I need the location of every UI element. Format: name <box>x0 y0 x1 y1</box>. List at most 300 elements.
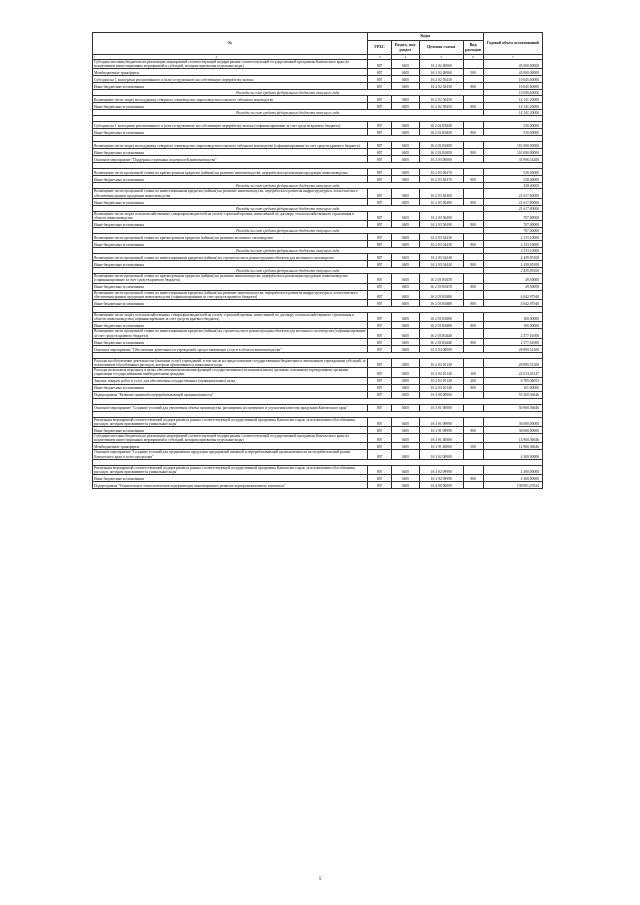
row-expense-type: 800 <box>463 283 483 290</box>
row-grbs: 807 <box>368 338 392 345</box>
row-section: 0405 <box>392 475 420 482</box>
row-grbs: 807 <box>368 198 392 205</box>
note-amount: 2 439,95100 <box>483 268 542 274</box>
col-header-expense-type: Вид расходов <box>463 41 483 55</box>
row-section: 0405 <box>392 241 420 248</box>
row-expense-type: 800 <box>463 338 483 345</box>
table-row <box>93 189 543 198</box>
row-expense-type <box>463 169 483 176</box>
row-target: 16 2 03 50470 <box>419 169 463 176</box>
col-number: 1 2 <box>93 55 368 60</box>
col-header-section: Раздел, под-раздел <box>392 41 420 55</box>
row-section: 0405 <box>392 345 420 352</box>
row-grbs: 807 <box>368 391 392 398</box>
row-grbs: 807 <box>368 189 392 198</box>
table-row <box>93 475 543 482</box>
col-header-sum: Годовой объем ассигнований <box>483 33 542 55</box>
row-target: 16 2 03 54440 <box>419 261 463 268</box>
row-grbs: 807 <box>368 176 392 183</box>
row-name: Субсидии местным бюджетам на реализацию мероприятий соответствующей подпрограммы соответствующей государственной программы Камчатского края (за исключением инвестиционных мероприятий и субсидий, которым присвоены отдельные коды) <box>93 60 368 69</box>
table-row <box>93 83 543 90</box>
row-name: Реализация мероприятий соответствующей подпрограммы в рамках соответствующей государственной программы Камчатского края, за исключением обособленных расходов, которым присваиваются уникальные коды <box>93 417 368 426</box>
row-section: 0405 <box>392 404 420 411</box>
page-number: 5 <box>318 877 322 882</box>
row-grbs: 807 <box>368 122 392 129</box>
row-name: Реализация мероприятий соответствующей подпрограммы в рамках соответствующей государственной программы Камчатского края, за исключением обособленных расходов, которым присваиваются уникальные коды <box>93 465 368 474</box>
row-amount: 4 300,00000 <box>483 465 542 474</box>
row-grbs: 807 <box>368 465 392 474</box>
col-header-codes: Коды <box>368 33 484 41</box>
table-row <box>93 443 543 450</box>
row-expense-type: 800 <box>463 322 483 329</box>
row-section: 0405 <box>392 176 420 183</box>
row-target: 16 2 03 50480 <box>419 198 463 205</box>
row-expense-type: 800 <box>463 475 483 482</box>
row-amount: 2 377,61000 <box>483 329 542 338</box>
col-number: 3 <box>368 55 392 60</box>
table-row <box>93 283 543 290</box>
row-name: Возмещение части процентной ставки по краткосрочным кредитам (займам) на развитие животноводства, переработки и реализации продукции животноводства <box>93 169 368 176</box>
row-amount: 36 000,00000 <box>483 417 542 426</box>
table-row <box>93 450 543 459</box>
note-text: Расходы за счет средств федерального бюджета текущего года <box>93 90 484 96</box>
row-grbs: 807 <box>368 254 392 261</box>
row-amount: 138 091,25534 <box>483 482 542 489</box>
row-expense-type <box>463 434 483 443</box>
row-name: Межбюджетные трансферты <box>93 443 368 450</box>
row-grbs: 807 <box>368 345 392 352</box>
row-grbs: 807 <box>368 475 392 482</box>
row-grbs: 807 <box>368 417 392 426</box>
row-name: Закупка товаров, работ и услуг для обеспечения государственных (муниципальных) нужд <box>93 377 368 384</box>
row-amount: 14 141,20000 <box>483 103 542 110</box>
row-target: 16 4 00 00000 <box>419 482 463 489</box>
row-target: 16 3 00 00000 <box>419 391 463 398</box>
row-name: Иные бюджетные ассигнования <box>93 221 368 228</box>
row-target: 16 3 01 09990 <box>419 427 463 434</box>
row-expense-type <box>463 76 483 83</box>
row-name: Возмещение части затрат сельскохозяйственных товаропроизводителей на уплату страховой премии, начисленной по договору сельскохозяйственного страхования в области животноводства (софинансирование за счет средств краевого бюджета) <box>93 313 368 322</box>
row-expense-type: 500 <box>463 443 483 450</box>
table-row <box>93 241 543 248</box>
table-row <box>93 142 543 149</box>
row-amount: 45 000,00000 <box>483 69 542 76</box>
note-text: Расходы за счет средств федерального бюджета текущего года <box>93 268 484 274</box>
row-name: Субсидии местным бюджетам на реализацию мероприятий соответствующей подпрограммы соответствующей государственной программы Камчатского края (за исключением инвестиционных мероприятий и субсидий, которым присвоены отдельные коды) <box>93 434 368 443</box>
note-amount: 2 133,10000 <box>483 248 542 254</box>
row-target: 16 2 04 10140 <box>419 358 463 367</box>
table-row <box>93 254 543 261</box>
row-expense-type: 800 <box>463 83 483 90</box>
row-section: 0405 <box>392 103 420 110</box>
row-amount: 530,00000 <box>483 129 542 136</box>
row-name: Иные бюджетные ассигнования <box>93 300 368 307</box>
table-row <box>93 60 543 69</box>
row-expense-type: 800 <box>463 176 483 183</box>
row-grbs: 807 <box>368 427 392 434</box>
row-amount: 45 000,00000 <box>483 60 542 69</box>
row-name: Возмещение части процентной ставки по инвестиционным кредитам (займам) на строительство и реконструкцию объектов для молочного скотоводства (софинансирование за счет средств краевого бюджета) <box>94 329 366 338</box>
row-amount: 36 000,00000 <box>483 427 542 434</box>
row-section: 0405 <box>392 221 420 228</box>
row-amount: 33 996,54200 <box>483 156 542 163</box>
row-target: 16 2 03 R0480 <box>419 300 463 307</box>
row-grbs: 807 <box>368 76 392 83</box>
row-grbs: 807 <box>368 103 392 110</box>
table-row <box>93 176 543 183</box>
row-amount: 6 785,06053 <box>483 377 542 384</box>
table-row <box>93 313 543 322</box>
row-expense-type: 800 <box>463 384 483 391</box>
row-section: 0405 <box>392 169 420 176</box>
row-section: 0405 <box>392 290 420 299</box>
row-target: 16 2 03 50480 <box>419 189 463 198</box>
row-target: 16 2 02 R0450 <box>419 142 463 149</box>
row-name: Возмещение части процентной ставки по краткосрочным кредитам (займам) на развитие животноводства, переработки и реализации продукции животноводства (софинансирование за счет средств краевого бюджета) <box>93 274 368 283</box>
row-name: Иные бюджетные ассигнования <box>93 83 368 90</box>
row-section: 0405 <box>392 234 420 241</box>
row-amount: 4 300,00000 <box>483 475 542 482</box>
row-target: 16 2 02 50450 <box>419 96 463 103</box>
col-header-target: Целевая статья <box>419 41 463 55</box>
note-amount: 528,40000 <box>483 183 542 189</box>
row-grbs: 807 <box>368 129 392 136</box>
row-target: 16 2 03 54440 <box>419 254 463 261</box>
row-name: Иные бюджетные ассигнования <box>93 129 368 136</box>
table-row <box>93 261 543 268</box>
row-grbs: 807 <box>368 300 392 307</box>
row-expense-type: 800 <box>463 198 483 205</box>
table-row <box>93 377 543 384</box>
row-grbs: 807 <box>368 221 392 228</box>
table-row <box>93 329 543 338</box>
row-grbs: 807 <box>368 290 392 299</box>
note-text: Расходы за счет средств федерального бюджета текущего года <box>93 248 484 254</box>
table-row <box>93 96 543 103</box>
row-section: 0405 <box>392 368 420 377</box>
row-expense-type <box>463 358 483 367</box>
row-grbs: 807 <box>368 368 392 377</box>
row-expense-type: 200 <box>463 377 483 384</box>
row-section: 0405 <box>392 465 420 474</box>
table-row <box>93 384 543 391</box>
row-expense-type <box>463 417 483 426</box>
row-expense-type: 800 <box>463 427 483 434</box>
table-row <box>93 391 543 398</box>
col-number: 7 <box>483 55 542 60</box>
row-expense-type <box>463 345 483 352</box>
row-target: 16 2 04 10140 <box>419 377 463 384</box>
row-section: 0405 <box>392 384 420 391</box>
row-amount: 28 899,51200 <box>483 345 542 352</box>
row-grbs: 807 <box>368 274 392 283</box>
row-expense-type <box>463 290 483 299</box>
row-grbs: 807 <box>368 313 392 322</box>
row-section: 0405 <box>392 300 420 307</box>
row-expense-type <box>463 156 483 163</box>
row-grbs: 807 <box>368 96 392 103</box>
row-expense-type <box>463 329 483 338</box>
row-name: Субсидии на 1 килограмм реализованного и (или) отгруженного на собственную переработку молока <box>93 76 368 83</box>
row-target: 16 2 02 40060 <box>419 69 463 76</box>
row-grbs: 807 <box>368 83 392 90</box>
row-name: Иные бюджетные ассигнования <box>93 283 368 290</box>
row-section: 0405 <box>392 482 420 489</box>
row-section: 0405 <box>392 450 420 459</box>
row-name: Возмещение части процентной ставки по инвестиционным кредитам (займам) на развитие животноводства, переработки и развития инфраструктуры и логистического обеспечения рынков продукции животноводства <box>93 189 368 198</box>
row-amount: 707,00000 <box>483 211 542 220</box>
row-amount: 100,00000 <box>483 313 542 322</box>
row-section: 0405 <box>392 329 420 338</box>
row-name: Возмещение части затрат сельскохозяйственных товаропроизводителей на уплату страховой премии, начисленной по договору сельскохозяйственного страхования в области животноводства <box>93 211 368 220</box>
row-section: 0405 <box>392 60 420 69</box>
row-amount: 2 377,61000 <box>483 338 542 345</box>
row-section: 0405 <box>392 261 420 268</box>
row-target: 16 2 02 50450 <box>419 103 463 110</box>
row-amount: 21 617,80000 <box>483 198 542 205</box>
row-section: 0405 <box>392 211 420 220</box>
row-grbs: 807 <box>368 482 392 489</box>
row-amount: 28 899,51200 <box>483 358 542 367</box>
row-expense-type <box>463 142 483 149</box>
row-expense-type <box>463 254 483 261</box>
row-target: 16 2 02 R0430 <box>419 122 463 129</box>
row-name: Подпрограмма "Техническая и технологическая модернизация, инновационное развитие агропромышленного комплекса" <box>93 482 368 489</box>
row-target: 16 2 04 10140 <box>419 384 463 391</box>
row-name: Возмещение части процентной ставки по инвестиционным кредитам (займам) на развитие животноводства, переработки и развития инфраструктуры и логистического обеспечения рынков продукции животноводства (софинансирование за счет средств краевого бюджета) <box>93 290 368 299</box>
note-amount: 10 045,60000 <box>483 90 542 96</box>
table-row <box>93 465 543 474</box>
col-number: 5 <box>419 55 463 60</box>
row-expense-type <box>463 189 483 198</box>
row-target: 16 2 02 R0430 <box>419 129 463 136</box>
row-amount: 10 045,60000 <box>483 83 542 90</box>
col-header-no: № <box>93 33 368 55</box>
row-amount: 10 045,60000 <box>483 76 542 83</box>
table-row <box>93 290 543 299</box>
row-target: 16 2 03 54430 <box>419 241 463 248</box>
row-target: 16 2 03 50490 <box>419 221 463 228</box>
row-target: 16 2 03 R0490 <box>419 322 463 329</box>
table-row <box>93 345 543 352</box>
row-target: 16 3 01 09990 <box>419 417 463 426</box>
row-grbs: 807 <box>368 358 392 367</box>
table-row <box>93 221 543 228</box>
row-amount: 22 013,45147 <box>483 368 542 377</box>
row-section: 0405 <box>392 96 420 103</box>
row-name: Возмещение части процентной ставки по краткосрочным кредитам (займам) на развитие молочного скотоводства <box>93 234 368 241</box>
row-target: 16 2 03 50470 <box>419 176 463 183</box>
row-section: 0405 <box>392 443 420 450</box>
row-target: 16 2 03 R0480 <box>419 290 463 299</box>
row-section: 0405 <box>392 198 420 205</box>
row-expense-type: 800 <box>463 129 483 136</box>
table-row <box>93 300 543 307</box>
table-row <box>93 417 543 426</box>
row-amount: 21 617,80000 <box>483 189 542 198</box>
row-target: 16 2 02 40060 <box>419 60 463 69</box>
row-grbs: 807 <box>368 322 392 329</box>
row-amount: 4 042,97940 <box>483 300 542 307</box>
row-name: Иные бюджетные ассигнования <box>93 322 368 329</box>
row-name: Расходы на выплаты персоналу в целях обеспечения выполнения функций государственными (муниципальными) органами, казенными учреждениями, органами управления государственными внебюджетными фондами <box>93 368 368 377</box>
table-row <box>93 322 543 329</box>
row-grbs: 807 <box>368 283 392 290</box>
row-target: 16 3 02 00000 <box>419 450 463 459</box>
row-grbs: 807 <box>368 434 392 443</box>
row-name: Возмещение части процентной ставки по инвестиционным кредитам (займам) на строительство и реконструкцию объектов для молочного скотоводства <box>93 254 368 261</box>
row-grbs: 807 <box>368 169 392 176</box>
row-section: 0405 <box>392 377 420 384</box>
row-section: 0405 <box>392 338 420 345</box>
row-amount: 14 141,20000 <box>483 96 542 103</box>
table-row <box>93 149 543 156</box>
row-target: 16 2 03 R0490 <box>419 313 463 322</box>
row-grbs: 807 <box>368 69 392 76</box>
note-amount: 707,00000 <box>483 228 542 234</box>
row-expense-type <box>463 465 483 474</box>
row-amount: 4 300,00000 <box>483 450 542 459</box>
row-amount: 100,00000 <box>483 322 542 329</box>
row-target: 16 3 01 40060 <box>419 434 463 443</box>
row-amount: 2 133,10000 <box>483 241 542 248</box>
row-section: 0405 <box>392 149 420 156</box>
row-section: 0405 <box>392 313 420 322</box>
table-row <box>93 169 543 176</box>
row-expense-type <box>463 391 483 398</box>
table-row <box>93 76 543 83</box>
row-grbs: 807 <box>368 450 392 459</box>
row-target: 16 2 03 00000 <box>419 156 463 163</box>
table-row <box>93 338 543 345</box>
row-grbs: 807 <box>368 211 392 220</box>
note-text: Расходы за счет средств федерального бюджета текущего года <box>93 205 484 211</box>
row-name: Подпрограмма "Развитие пищевой и перерабатывающей промышленности" <box>93 391 368 398</box>
row-section: 0405 <box>392 358 420 367</box>
row-target: 16 3 02 09990 <box>419 465 463 474</box>
row-expense-type <box>463 60 483 69</box>
row-name: Иные бюджетные ассигнования <box>93 198 368 205</box>
row-section: 0405 <box>392 274 420 283</box>
row-grbs: 807 <box>368 384 392 391</box>
col-number: 4 <box>392 55 420 60</box>
row-grbs: 807 <box>368 261 392 268</box>
row-expense-type: 800 <box>463 241 483 248</box>
table-row <box>93 434 543 443</box>
row-section: 0405 <box>392 189 420 198</box>
row-name: Основное мероприятие "Обеспечение деятельности учреждений, предоставляющих услуги в области животноводства" <box>93 345 368 352</box>
row-expense-type <box>463 96 483 103</box>
table-row <box>93 404 543 411</box>
row-section: 0405 <box>392 83 420 90</box>
row-grbs: 807 <box>368 142 392 149</box>
row-amount: 530,00000 <box>483 122 542 129</box>
row-grbs: 807 <box>368 149 392 156</box>
row-grbs: 807 <box>368 60 392 69</box>
table-row <box>93 129 543 136</box>
row-amount: 49,50000 <box>483 274 542 283</box>
row-section: 0405 <box>392 322 420 329</box>
row-section: 0405 <box>392 391 420 398</box>
row-name: Иные бюджетные ассигнования <box>93 103 368 110</box>
row-amount: 528,40000 <box>483 169 542 176</box>
table-row <box>93 198 543 205</box>
row-expense-type <box>463 482 483 489</box>
row-name: Основное мероприятие "Поддержка отдельных подотраслей животноводства" <box>93 156 368 163</box>
row-amount: 50 960,36646 <box>483 404 542 411</box>
row-section: 0405 <box>392 129 420 136</box>
row-expense-type: 800 <box>463 300 483 307</box>
row-expense-type: 800 <box>463 261 483 268</box>
table-row <box>93 482 543 489</box>
col-number: 6 <box>463 55 483 60</box>
row-expense-type <box>463 234 483 241</box>
row-name: Иные бюджетные ассигнования <box>93 241 368 248</box>
row-expense-type: 100 <box>463 368 483 377</box>
row-target: 16 2 04 10140 <box>419 368 463 377</box>
row-amount: 2 439,95100 <box>483 254 542 261</box>
row-target: 16 2 04 00000 <box>419 345 463 352</box>
table-row <box>93 156 543 163</box>
row-name: Иные бюджетные ассигнования <box>93 338 368 345</box>
note-text: Расходы за счет средств федерального бюджета текущего года <box>93 110 484 116</box>
row-amount: 110 000,00000 <box>483 149 542 156</box>
row-amount: 101,00000 <box>483 384 542 391</box>
row-target: 16 3 01 40060 <box>419 443 463 450</box>
row-name: Возмещение части затрат на поддержку северного оленеводства, мараловодства и мясного табунного коневодства <box>93 96 368 103</box>
row-expense-type: 800 <box>463 149 483 156</box>
note-text: Расходы за счет средств федерального бюджета текущего года <box>93 183 484 189</box>
row-name: Иные бюджетные ассигнования <box>93 176 368 183</box>
row-amount: 2 439,95100 <box>483 261 542 268</box>
row-grbs: 807 <box>368 156 392 163</box>
row-target: 16 2 02 50430 <box>419 83 463 90</box>
row-grbs: 807 <box>368 329 392 338</box>
row-target: 16 2 03 R4440 <box>419 329 463 338</box>
row-expense-type <box>463 450 483 459</box>
table-row <box>93 234 543 241</box>
row-grbs: 807 <box>368 377 392 384</box>
row-section: 0405 <box>392 283 420 290</box>
row-name: Расходы на обеспечение деятельности (оказание услуг) учреждений, в том числе на предоставление государственным бюджетным и автономным учреждениям субсидий, за исключением обособленных расходов, которым присваиваются уникальные коды <box>94 358 366 368</box>
table-row <box>93 69 543 76</box>
row-amount: 49,50000 <box>483 283 542 290</box>
row-expense-type: 800 <box>463 103 483 110</box>
row-target: 16 2 02 R0450 <box>419 149 463 156</box>
row-name: Иные бюджетные ассигнования <box>93 149 368 156</box>
row-target: 16 2 03 R0470 <box>419 274 463 283</box>
row-section: 0405 <box>392 76 420 83</box>
note-amount: 14 141,20000 <box>483 110 542 116</box>
row-section: 0405 <box>392 122 420 129</box>
row-target: 16 2 03 54430 <box>419 234 463 241</box>
note-text: Расходы за счет средств федерального бюджета текущего года <box>93 228 484 234</box>
row-target: 16 2 03 50490 <box>419 211 463 220</box>
row-expense-type <box>463 404 483 411</box>
row-section: 0405 <box>392 417 420 426</box>
row-section: 0405 <box>392 142 420 149</box>
row-amount: 4 042,97940 <box>483 290 542 299</box>
row-target: 16 2 02 50430 <box>419 76 463 83</box>
row-target: 16 3 01 00000 <box>419 404 463 411</box>
table-row <box>93 103 543 110</box>
row-amount: 55 260,36646 <box>483 391 542 398</box>
row-target: 16 3 02 09990 <box>419 475 463 482</box>
row-expense-type: 500 <box>463 69 483 76</box>
row-name: Межбюджетные трансферты <box>93 69 368 76</box>
row-section: 0405 <box>392 427 420 434</box>
table-body <box>93 60 543 489</box>
